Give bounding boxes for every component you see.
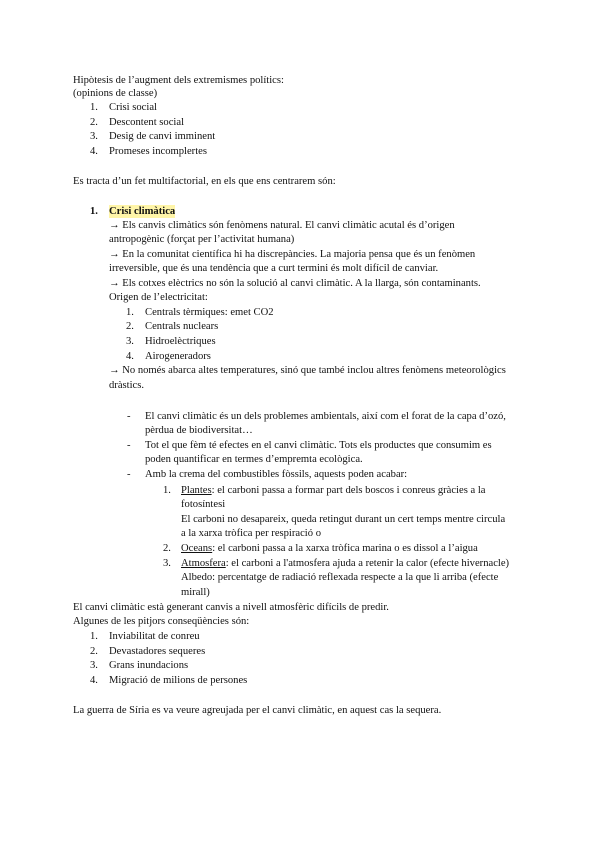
effects-intro: El canvi climàtic està generant canvis a nivell atmosfèric difícils de predir. — [73, 602, 389, 613]
arrow-note-cont: antropogènic (forçat per l’activitat humana) — [109, 234, 295, 245]
fossil-item-cont: Albedo: percentatge de radiació reflexada respecte a la que li arriba (efecte — [181, 572, 499, 583]
fossil-item-text: : el carboni passa a formar part dels boscos i conreus gràcies a la — [211, 485, 486, 496]
section-heading: Crisi climàtica — [109, 206, 176, 217]
arrow-note: → Els cotxes elèctrics no són la solució al canvi climàtic. A la llarga, són contaminants. — [109, 278, 481, 289]
term-plantes: Plantes — [181, 485, 212, 496]
fossil-item-cont: a la xarxa tròfica per respiració o — [181, 528, 321, 539]
list-item: Devastadores sequeres — [109, 646, 206, 657]
arrow-note: → En la comunitat científica hi ha discrepàncies. La majoria pensa que és un fenòmen — [109, 249, 476, 260]
dash-marker: - — [127, 411, 131, 422]
list-number: 4. — [126, 351, 134, 362]
arrow-note-cont: irreversible, que és una tendència que a curt termini és molt difícil de canviar. — [109, 263, 439, 274]
list-number: 1. — [163, 485, 171, 496]
list-item: Centrals tèrmiques: emet CO2 — [145, 307, 274, 318]
list-item: Descontent social — [109, 117, 185, 128]
dash-item: El canvi climàtic és un dels problemes ambientals, així com el forat de la capa d’ozó, — [145, 411, 506, 422]
list-item: Inviabilitat de conreu — [109, 631, 200, 642]
dash-item-cont: poden quantificar en termes d’empremta ecològica. — [145, 454, 363, 465]
list-number: 2. — [126, 321, 134, 332]
intro-subtitle: (opinions de classe) — [73, 88, 158, 99]
arrow-note: → Els canvis climàtics són fenòmens natural. El canvi climàtic acutal és d’origen — [109, 220, 455, 231]
list-number: 2. — [90, 646, 98, 657]
dash-item: Tot el que fèm té efectes en el canvi climàtic. Tots els productes que consumim es — [145, 440, 492, 451]
dash-item: Amb la crema del combustibles fòssils, aquests poden acabar: — [145, 469, 408, 480]
list-item: Centrals nuclears — [145, 321, 219, 332]
list-number: 3. — [126, 336, 134, 347]
list-item: Crisi social — [109, 102, 157, 113]
list-number: 1. — [90, 631, 98, 642]
list-number: 4. — [90, 675, 98, 686]
list-number: 1. — [126, 307, 134, 318]
fossil-item-oceans — [181, 542, 478, 555]
list-number: 4. — [90, 146, 98, 157]
fossil-item-cont: El carboni no desapareix, queda retingut durant un cert temps mentre circula — [181, 514, 506, 525]
term-atmosfera: Atmosfera — [181, 558, 226, 569]
multifactorial-text: Es tracta d’un fet multifactorial, en els que ens centrarem són: — [73, 176, 336, 187]
list-number: 2. — [90, 117, 98, 128]
list-number: 3. — [163, 558, 171, 569]
fossil-item-atmosfera — [181, 557, 509, 570]
list-number: 2. — [163, 543, 171, 554]
fossil-item-text: : el carboni passa a la xarxa tròfica marina o es dissol a l’aigua — [212, 543, 478, 554]
fossil-item-cont: mirall) — [181, 587, 210, 598]
fossil-item-plantes — [181, 484, 485, 497]
arrow-note-cont: dràstics. — [109, 380, 145, 391]
list-item: Hidroelèctriques — [145, 336, 216, 347]
dash-item-cont: pèrdua de biodiversitat… — [145, 425, 253, 436]
fossil-item-cont: fotosíntesi — [181, 499, 226, 510]
arrow-note-cont: Origen de l’electricitat: — [109, 292, 208, 303]
arrow-note: → No només abarca altes temperatures, sinó que també inclou altres fenòmens meteorològics — [109, 365, 506, 376]
intro-title: Hipòtesis de l’augment dels extremismes polítics: — [73, 75, 284, 86]
dash-marker: - — [127, 440, 131, 451]
fossil-item-text: : el carboni a l'atmosfera ajuda a retenir la calor (efecte hivernacle) — [225, 558, 510, 569]
list-item: Promeses incomplertes — [109, 146, 207, 157]
list-item: Migració de milions de persones — [109, 675, 248, 686]
list-number: 1. — [90, 102, 98, 113]
dash-marker: - — [127, 469, 131, 480]
term-oceans: Oceans — [181, 543, 213, 554]
effects-subtitle: Algunes de les pitjors conseqüències són: — [73, 616, 250, 627]
section-number: 1. — [90, 206, 98, 217]
list-item: Airogeneradors — [145, 351, 211, 362]
closing-paragraph: La guerra de Síria es va veure agreujada per el canvi climàtic, en aquest cas la sequera. — [73, 705, 442, 716]
list-item: Desig de canvi imminent — [109, 131, 216, 142]
list-item: Grans inundacions — [109, 660, 189, 671]
list-number: 3. — [90, 131, 98, 142]
list-number: 3. — [90, 660, 98, 671]
